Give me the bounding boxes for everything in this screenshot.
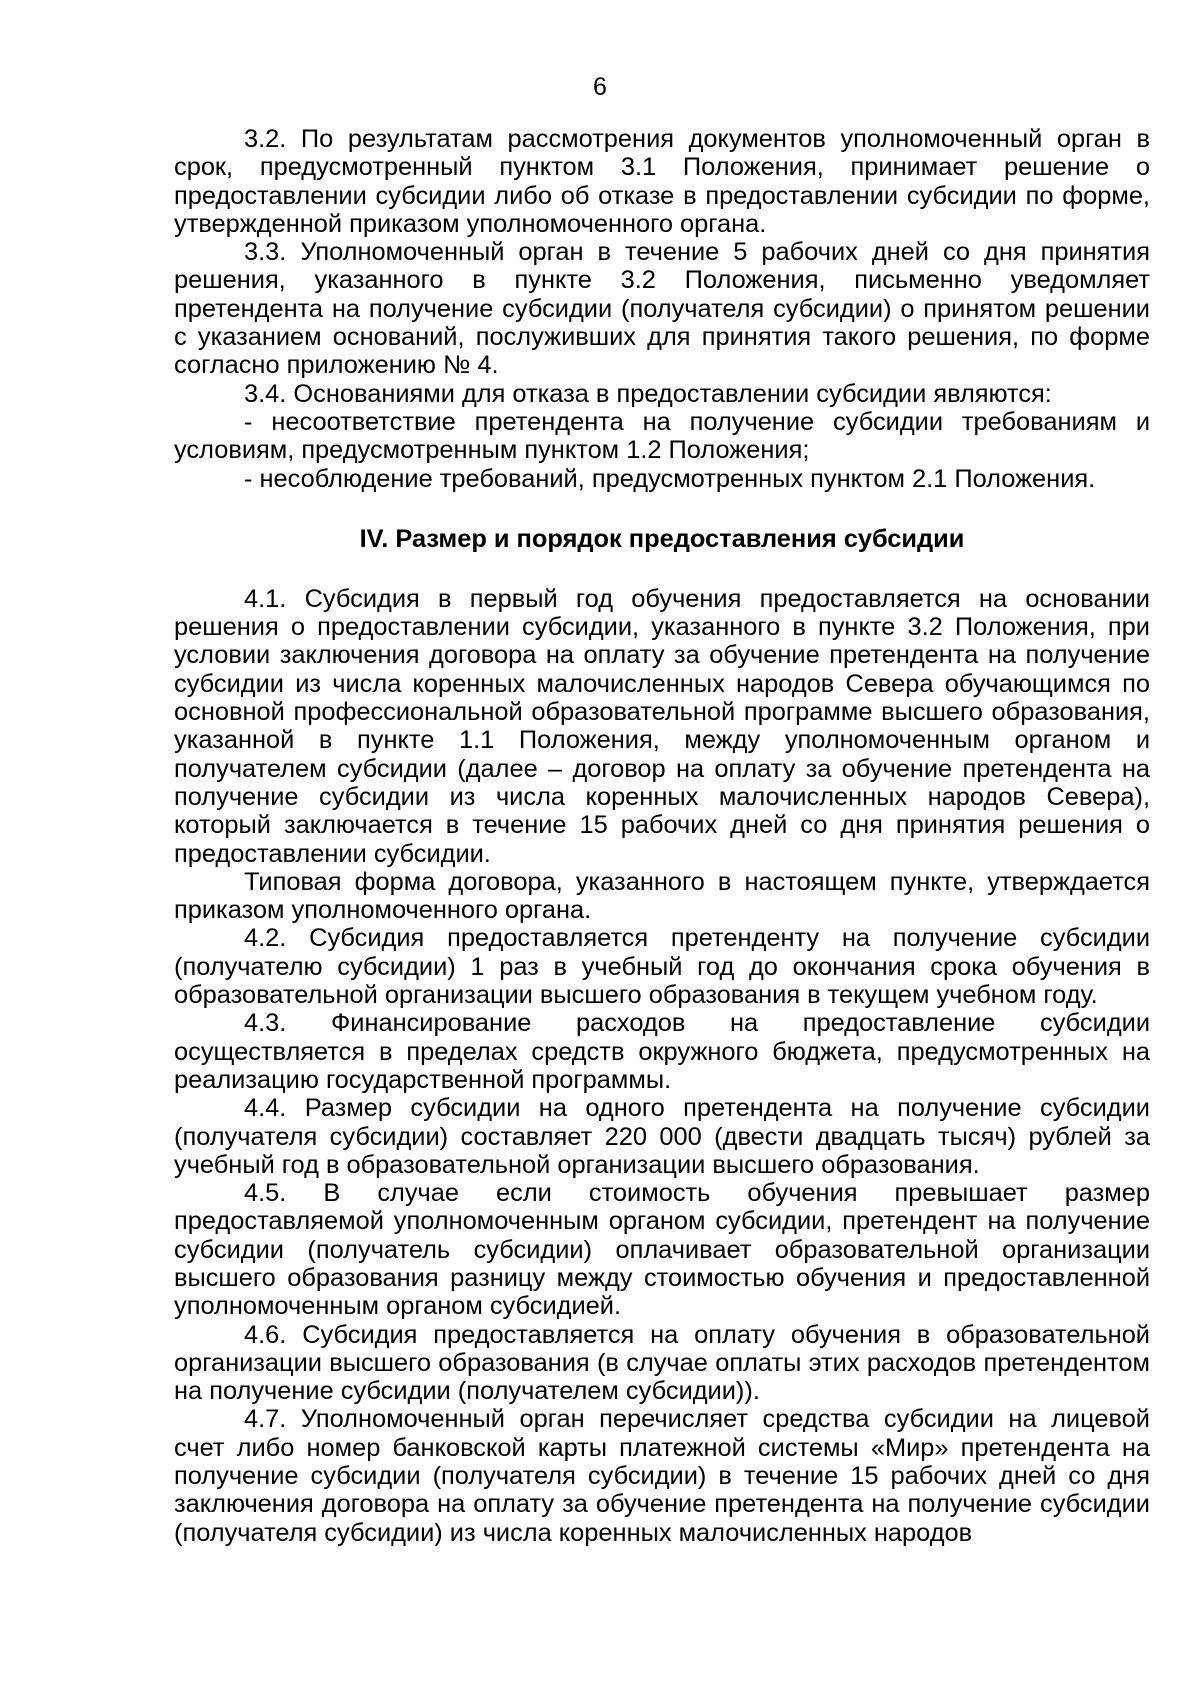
paragraph-4-2: 4.2. Субсидия предоставляется претенденту на получение субсидии (получателю субсидии) 1 раз в учебный год до окончания срока обучения в образовательной организации высшего образования в текущем учебном году. xyxy=(174,924,1150,1010)
paragraph-4-1: 4.1. Субсидия в первый год обучения предоставляется на основании решения о предоставлении субсидии, указанного в пункте 3.2 Положения, при условии заключения договора на оплату за обучение претендента на получение субсидии из числа коренных малочисленных народов Севера обучающимся по основной профессиональной образовательной программе высшего образования, указанной в пункте 1.1 Положения, между уполномоченным органом и получателем субсидии (далее – договор на оплату за обучение претендента на получение субсидии из числа коренных малочисленных народов Севера), который заключается в течение 15 рабочих дней со дня принятия решения о предоставлении субсидии. xyxy=(174,584,1150,868)
section-4-heading: IV. Размер и порядок предоставления субсидии xyxy=(359,524,965,553)
paragraph-3-3: 3.3. Уполномоченный орган в течение 5 рабочих дней со дня принятия решения, указанного в пункте 3.2 Положения, письменно уведомляет претендента на получение субсидии (получателя субсидии) о принятом решении с указанием оснований, послуживших для принятия такого решения, по форме согласно приложению № 4. xyxy=(174,238,1150,380)
paragraph-4-7: 4.7. Уполномоченный орган перечисляет средства субсидии на лицевой счет либо номер банковской карты платежной системы «Мир» претендента на получение субсидии (получателя субсидии) в течение 15 рабочих дней со дня заключения договора на оплату за обучение претендента на получение субсидии (получателя субсидии) из числа коренных малочисленных народов xyxy=(174,1405,1150,1547)
paragraph-4-3: 4.3. Финансирование расходов на предоставление субсидии осуществляется в пределах средств окружного бюджета, предусмотренных на реализацию государственной программы. xyxy=(174,1009,1150,1094)
paragraph-4-6: 4.6. Субсидия предоставляется на оплату обучения в образовательной организации высшего образования (в случае оплаты этих расходов претендентом на получение субсидии (получателем субсидии)). xyxy=(174,1320,1150,1406)
paragraph-3-2: 3.2. По результатам рассмотрения документов уполномоченный орган в срок, предусмотренный пунктом 3.1 Положения, принимает решение о предоставлении субсидии либо об отказе в предоставлении субсидии по форме, утвержденной приказом уполномоченного органа. xyxy=(174,125,1150,238)
paragraph-3-4: 3.4. Основаниями для отказа в предоставлении субсидии являются: xyxy=(244,379,1052,408)
paragraph-4-1-form: Типовая форма договора, указанного в настоящем пункте, утверждается приказом уполномоченного органа. xyxy=(174,867,1150,925)
paragraph-3-4-item-2: - несоблюдение требований, предусмотренных пунктом 2.1 Положения. xyxy=(244,464,1096,493)
document-body xyxy=(174,125,1150,1547)
paragraph-4-4: 4.4. Размер субсидии на одного претендента на получение субсидии (получателя субсидии) составляет 220 000 (двести двадцать тысяч) рублей за учебный год в образовательной организации высшего образования. xyxy=(174,1094,1150,1179)
page-number: 6 xyxy=(593,73,607,101)
paragraph-4-5: 4.5. В случае если стоимость обучения превышает размер предоставляемой уполномоченным органом субсидии, претендент на получение субсидии (получатель субсидии) оплачивает образовательной организации высшего образования разницу между стоимостью обучения и предоставленной уполномоченным органом субсидией. xyxy=(174,1179,1150,1321)
paragraph-3-4-item-1: - несоответствие претендента на получение субсидии требованиям и условиям, предусмотренным пунктом 1.2 Положения; xyxy=(174,407,1150,465)
